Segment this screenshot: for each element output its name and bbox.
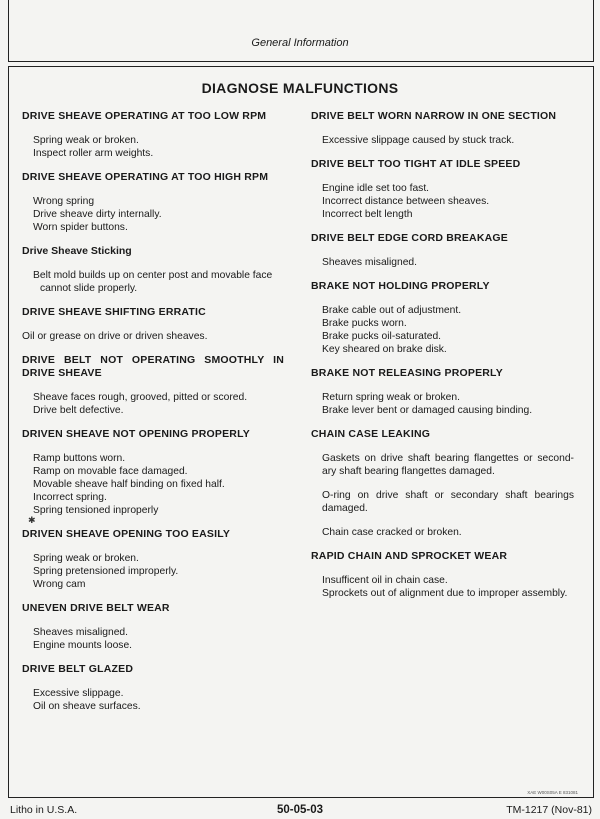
cause-line: Movable sheave half binding on fixed half. [33, 479, 225, 490]
cause-line: Oil or grease on drive or driven sheaves. [22, 331, 208, 342]
section-uneven-drive-belt-wear [22, 602, 292, 652]
section-belt-too-tight [311, 158, 575, 221]
section-belt-edge-cord-breakage [311, 232, 575, 269]
cause-line: Spring pretensioned improperly. [33, 566, 179, 577]
cause-line: Brake cable out of adjustment. [322, 305, 462, 316]
section-heading: BRAKE NOT HOLDING PROPERLY [311, 280, 490, 292]
cause-line: Oil on sheave surfaces. [33, 701, 141, 712]
section-heading: DRIVE BELT GLAZED [22, 663, 134, 675]
cause-line: O-ring on drive shaft or secondary shaft bearings damaged. [322, 490, 574, 514]
section-drive-sheave-low-rpm [22, 110, 292, 160]
cause-line: Engine mounts loose. [33, 640, 133, 651]
section-driven-sheave-not-opening [22, 428, 292, 517]
cause-line: Inspect roller arm weights. [33, 148, 154, 159]
cause-line: Spring weak or broken. [33, 135, 139, 146]
cause-line: Insufficent oil in chain case. [322, 575, 448, 586]
cause-line: cannot slide properly. [40, 283, 138, 294]
cause-line: Drive sheave dirty internally. [33, 209, 162, 220]
section-heading: DRIVE BELT EDGE CORD BREAKAGE [311, 232, 508, 244]
cause-line: Incorrect spring. [33, 492, 107, 503]
section-drive-belt-not-smooth [22, 354, 292, 417]
header-frame [8, 0, 594, 62]
section-drive-sheave-high-rpm [22, 171, 292, 234]
cause-line: Sheaves misaligned. [322, 257, 418, 268]
left-column [22, 110, 292, 724]
right-column [311, 110, 575, 611]
cause-line: Excessive slippage. [33, 688, 124, 699]
cause-line: Incorrect distance between sheaves. [322, 196, 490, 207]
section-heading: DRIVE SHEAVE SHIFTING ERRATIC [22, 306, 206, 318]
section-rapid-chain-wear [311, 550, 575, 600]
section-heading: DRIVE BELT WORN NARROW IN ONE SECTION [311, 110, 557, 122]
cause-line: Wrong cam [33, 579, 86, 590]
section-belt-worn-narrow [311, 110, 575, 147]
footer-litho: Litho in U.S.A. [10, 804, 78, 816]
section-brake-not-holding [311, 280, 575, 356]
cause-line: Spring weak or broken. [33, 553, 139, 564]
cause-line: Brake lever bent or damaged causing binding. [322, 405, 533, 416]
cause-line: Brake pucks worn. [322, 318, 407, 329]
cause-line: Chain case cracked or broken. [322, 527, 462, 538]
page-title: DIAGNOSE MALFUNCTIONS [201, 80, 399, 96]
section-heading: DRIVE SHEAVE OPERATING AT TOO LOW RPM [22, 110, 267, 122]
cause-line: Belt mold builds up on center post and movable face [33, 270, 273, 281]
section-drive-belt-glazed [22, 663, 292, 713]
section-heading: DRIVEN SHEAVE NOT OPENING PROPERLY [22, 428, 250, 440]
cause-line: Engine idle set too fast. [322, 183, 430, 194]
cause-line: Worn spider buttons. [33, 222, 128, 233]
footer-page-number: 50-05-03 [276, 804, 324, 816]
print-code: XAE W00S05A E 831081 [527, 790, 578, 795]
section-heading: UNEVEN DRIVE BELT WEAR [22, 602, 170, 614]
section-heading: BRAKE NOT RELEASING PROPERLY [311, 367, 503, 379]
cause-line: Wrong spring [33, 196, 95, 207]
section-heading: DRIVEN SHEAVE OPENING TOO EASILY [22, 528, 231, 540]
cause-line: Sheaves misaligned. [33, 627, 129, 638]
cause-line: Drive belt defective. [33, 405, 124, 416]
section-heading: DRIVE BELT NOT OPERATING SMOOTHLY IN DRIVE SHEAVE [22, 354, 284, 379]
cause-line: Spring tensioned inproperly [33, 505, 159, 516]
cause-line: Brake pucks oil-saturated. [322, 331, 442, 342]
cause-line: Sheave faces rough, grooved, pitted or scored. [33, 392, 248, 403]
header-title: General Information [251, 37, 349, 49]
cause-line: Ramp on movable face damaged. [33, 466, 188, 477]
section-heading: RAPID CHAIN AND SPROCKET WEAR [311, 550, 508, 562]
section-heading: Drive Sheave Sticking [22, 245, 132, 257]
section-heading: CHAIN CASE LEAKING [311, 428, 431, 440]
section-drive-sheave-shifting-erratic [22, 306, 292, 343]
margin-mark-icon: ✱ [28, 515, 36, 525]
section-chain-case-leaking [311, 428, 575, 539]
cause-line: Incorrect belt length [322, 209, 413, 220]
footer-doc-id: TM-1217 (Nov-81) [506, 804, 592, 816]
cause-line: Return spring weak or broken. [322, 392, 460, 403]
cause-line: Sprockets out of alignment due to improper assembly. [322, 588, 568, 599]
cause-line: Ramp buttons worn. [33, 453, 126, 464]
cause-line: Gaskets on drive shaft bearing flangettes or second-ary shaft bearing flangettes damaged. [322, 453, 574, 477]
section-heading: DRIVE SHEAVE OPERATING AT TOO HIGH RPM [22, 171, 269, 183]
section-heading: DRIVE BELT TOO TIGHT AT IDLE SPEED [311, 158, 521, 170]
section-brake-not-releasing [311, 367, 575, 417]
cause-line: Key sheared on brake disk. [322, 344, 447, 355]
cause-line: Excessive slippage caused by stuck track. [322, 135, 515, 146]
section-drive-sheave-sticking [22, 245, 292, 295]
section-driven-sheave-opening-too-easily [22, 528, 292, 591]
